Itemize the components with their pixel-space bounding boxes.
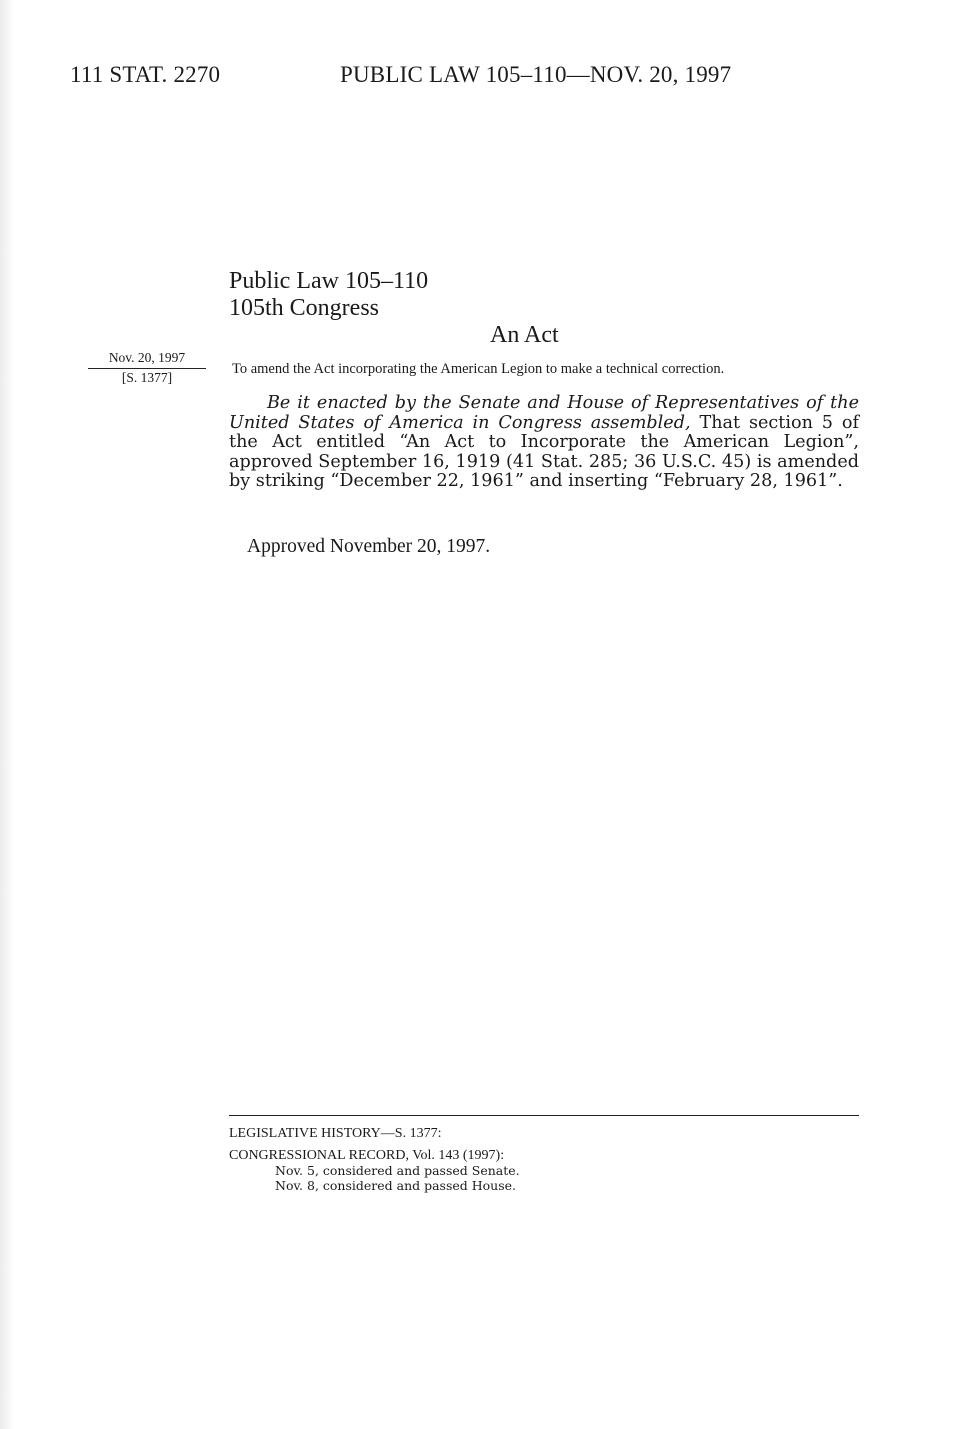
public-law-number: Public Law 105–110: [229, 268, 429, 294]
congressional-record-line: CONGRESSIONAL RECORD, Vol. 143 (1997):: [229, 1147, 505, 1163]
act-purpose: To amend the Act incorporating the American Legion to make a technical correction.: [232, 361, 725, 377]
legislative-history: [229, 1115, 859, 1193]
act-body-paragraph: [229, 394, 859, 492]
running-head: [70, 62, 731, 88]
history-action-item: Nov. 8, considered and passed House.: [275, 1178, 517, 1193]
history-action-item: Nov. 5, considered and passed Senate.: [275, 1163, 520, 1178]
approval-line: Approved November 20, 1997.: [247, 536, 491, 557]
margin-note-bill-number: [S. 1377]: [121, 370, 173, 385]
law-title-block: [229, 268, 428, 322]
page-edge-shadow: [0, 0, 14, 1429]
margin-note: [88, 350, 206, 386]
running-head-law-date: PUBLIC LAW 105–110—NOV. 20, 1997: [340, 62, 732, 87]
statute-page-reference: 111 STAT. 2270: [70, 62, 221, 87]
legislative-history-heading: LEGISLATIVE HISTORY—S. 1377:: [229, 1126, 442, 1141]
section-text: That section 5 of the Act entitled “An Act to Incorporate the American Legion”, approved September 16, 1919 (41 Stat. 285; 36 U.S.C. 45) is amended by striking “December 22, 1961” and inserting “February 28, 1961”.: [229, 412, 859, 492]
act-title: An Act: [490, 322, 559, 348]
margin-note-date: Nov. 20, 1997: [88, 350, 206, 369]
congress-number: 105th Congress: [229, 295, 379, 321]
enacting-clause: Be it enacted by the Senate and House of Representatives of the United States of America in Congress assembled,: [229, 393, 859, 433]
act-body: [229, 394, 859, 492]
